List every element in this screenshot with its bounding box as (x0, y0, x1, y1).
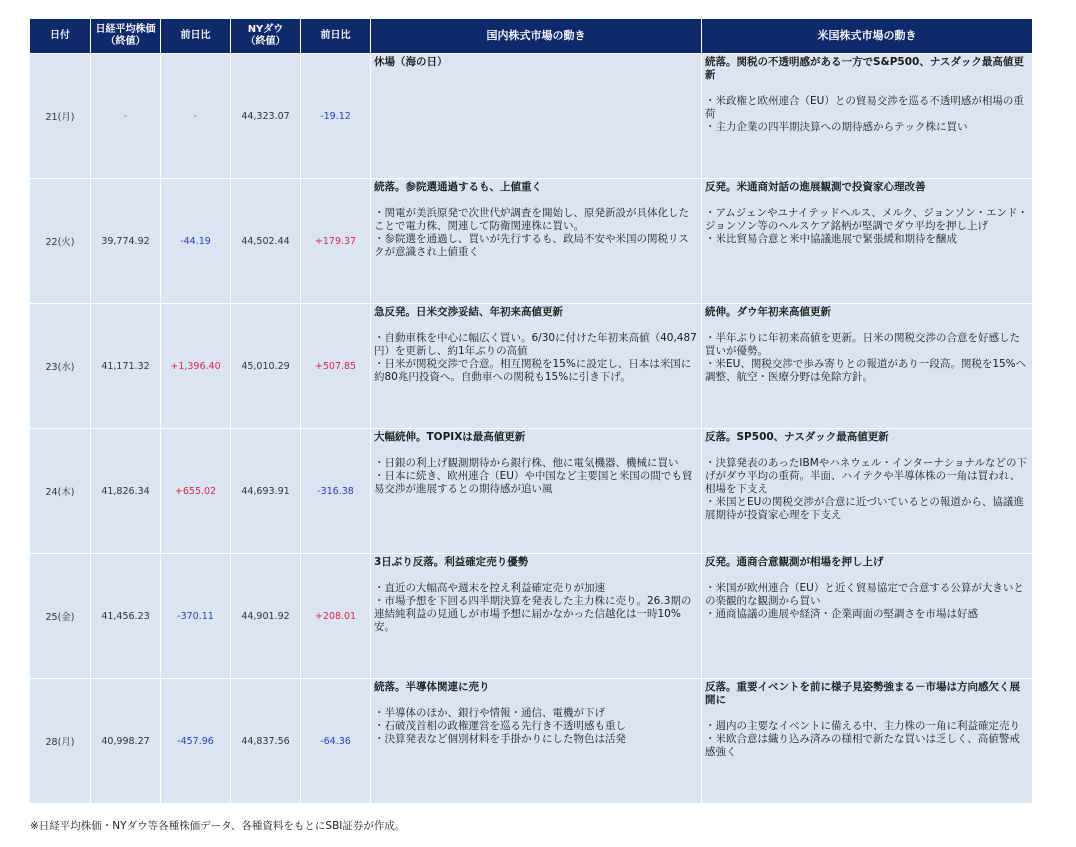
col-dow: NYダウ （終値） (231, 19, 301, 54)
headline: 反発。米通商対話の進展観測で投資家心理改善 (705, 181, 926, 193)
headline: 反落。重要イベントを前に様子見姿勢強まる－市場は方向感欠く展開に (705, 681, 1020, 706)
dow-change-cell: -64.36 (301, 679, 371, 804)
domestic-market-cell (371, 54, 702, 179)
bullet-item: ・週内の主要なイベントに備える中、主力株の一角に利益確定売り (705, 720, 1020, 732)
bullet-item: ・米政権と欧州連合（EU）との貿易交渉を巡る不透明感が相場の重荷 (705, 95, 1024, 120)
nikkei-change-cell: +1,396.40 (161, 304, 231, 429)
bullet-item: ・日本に続き、欧州連合（EU）や中国など主要国と米国の間でも貿易交渉が進展するとの期待感が追い風 (374, 470, 693, 495)
nikkei-close-cell: - (91, 54, 161, 179)
bullet-item: ・通商協議の進展や経済・企業両面の堅調さを市場は好感 (705, 608, 978, 620)
bullet-item: ・直近の大幅高や週末を控え利益確定売りが加速 (374, 582, 605, 594)
nikkei-close-cell: 41,826.34 (91, 429, 161, 554)
date-cell: 23(水) (30, 304, 91, 429)
nikkei-change-cell: - (161, 54, 231, 179)
date-cell: 22(火) (30, 179, 91, 304)
domestic-market-cell (371, 179, 702, 304)
us-market-cell (702, 304, 1033, 429)
bullet-item: ・半導体のほか、銀行や情報・通信、電機が下げ (374, 707, 605, 719)
dow-close-cell: 44,837.56 (231, 679, 301, 804)
headline: 反発。通商合意観測が相場を押し上げ (705, 556, 884, 568)
bullet-item: ・アムジェンやユナイテッドヘルス、メルク、ジョンソン・エンド・ジョンソン等のヘルスケア銘柄が堅調でダウ平均を押し上げ (705, 207, 1028, 232)
us-market-cell (702, 554, 1033, 679)
us-market-cell (702, 179, 1033, 304)
bullet-item: ・半年ぶりに年初来高値を更新。日米の関税交渉の合意を好感した買いが優勢。 (705, 332, 1020, 357)
bullet-item: ・自動車株を中心に幅広く買い。6/30に付けた年初来高値（40,487円）を更新し、約1年ぶりの高値 (374, 332, 697, 357)
dow-close-cell: 44,901.92 (231, 554, 301, 679)
date-cell: 24(木) (30, 429, 91, 554)
headline: 続落。半導体関連に売り (374, 681, 490, 693)
us-market-cell (702, 429, 1033, 554)
nikkei-close-cell: 41,171.32 (91, 304, 161, 429)
col-nikkei-change: 前日比 (161, 19, 231, 54)
bullet-item: ・石破茂首相の政権運営を巡る先行き不透明感も重し (374, 720, 626, 732)
bullet-item: ・米比貿易合意と米中協議進展で緊張緩和期待を醸成 (705, 233, 957, 245)
headline: 大幅続伸。TOPIXは最高値更新 (374, 431, 526, 443)
date-cell: 25(金) (30, 554, 91, 679)
dow-change-cell: +179.37 (301, 179, 371, 304)
col-nikkei: 日経平均株価 （終値） (91, 19, 161, 54)
us-market-cell (702, 679, 1033, 804)
date-cell: 21(月) (30, 54, 91, 179)
bullet-item: ・日銀の利上げ観測期待から銀行株、他に電気機器、機械に買い (374, 457, 679, 469)
headline: 続伸。ダウ年初来高値更新 (705, 306, 831, 318)
headline: 3日ぶり反落。利益確定売り優勢 (374, 556, 529, 568)
bullet-item: ・関電が美浜原発で次世代炉調査を開始し、原発新設が具体化したことで電力株、関連して防衛関連株に買い。 (374, 207, 689, 232)
headline: 続落。関税の不透明感がある一方でS&P500、ナスダック最高値更新 (705, 56, 1024, 81)
dow-change-cell: -316.38 (301, 429, 371, 554)
dow-close-cell: 44,502.44 (231, 179, 301, 304)
header-row (30, 19, 1033, 54)
table-body (30, 54, 1033, 804)
nikkei-change-cell: -457.96 (161, 679, 231, 804)
bullet-item: ・参院選を通過し、買いが先行するも、政局不安や米国の関税リスクが意識され上値重く (374, 233, 689, 258)
headline: 続落。参院選通過するも、上値重く (374, 181, 542, 193)
bullet-item: ・米欧合意は織り込み済みの様相で新たな買いは乏しく、高値警戒感強く (705, 733, 1020, 758)
table-row (30, 554, 1033, 679)
table-row (30, 304, 1033, 429)
table-row (30, 179, 1033, 304)
nikkei-close-cell: 40,998.27 (91, 679, 161, 804)
footnote: ※日経平均株価・NYダウ等各種株価データ、各種資料をもとにSBI証券が作成。 (30, 820, 406, 832)
date-cell: 28(月) (30, 679, 91, 804)
table-row (30, 679, 1033, 804)
nikkei-change-cell: +655.02 (161, 429, 231, 554)
dow-close-cell: 44,323.07 (231, 54, 301, 179)
bullet-item: ・米国とEUの関税交渉が合意に近づいているとの報道から、協議進展期待が投資家心理を下支え (705, 496, 1024, 521)
headline: 急反発。日米交渉妥結、年初来高値更新 (374, 306, 563, 318)
dow-change-cell: +208.01 (301, 554, 371, 679)
nikkei-change-cell: -370.11 (161, 554, 231, 679)
col-domestic-market: 国内株式市場の動き (371, 19, 702, 54)
table-row (30, 429, 1033, 554)
nikkei-close-cell: 39,774.92 (91, 179, 161, 304)
dow-change-cell: +507.85 (301, 304, 371, 429)
col-dow-change: 前日比 (301, 19, 371, 54)
bullet-item: ・主力企業の四半期決算への期待感からテック株に買い (705, 121, 968, 133)
domestic-market-cell (371, 554, 702, 679)
nikkei-close-cell: 41,456.23 (91, 554, 161, 679)
headline: 反落。SP500、ナスダック最高値更新 (705, 431, 889, 443)
dow-close-cell: 45,010.29 (231, 304, 301, 429)
col-date: 日付 (30, 19, 91, 54)
col-us-market: 米国株式市場の動き (702, 19, 1033, 54)
dow-change-cell: -19.12 (301, 54, 371, 179)
nikkei-change-cell: -44.19 (161, 179, 231, 304)
bullet-item: ・米国が欧州連合（EU）と近く貿易協定で合意する公算が大きいとの楽観的な観測から買い (705, 582, 1024, 607)
domestic-market-cell (371, 304, 702, 429)
bullet-item: ・市場予想を下回る四半期決算を発表した主力株に売り。26.3期の連結純利益の見通しが市場予想に届かなかった信越化は一時10%安。 (374, 595, 692, 633)
bullet-item: ・米EU、関税交渉で歩み寄りとの報道があり一段高。関税を15%へ調整、航空・医療分野は免除方針。 (705, 358, 1027, 383)
headline: 休場（海の日） (374, 56, 448, 68)
bullet-item: ・日米が関税交渉で合意。相互関税を15%に設定し、日本は米国に約80兆円投資へ。自動車への関税も15%に引き下げ。 (374, 358, 692, 383)
bullet-item: ・決算発表など個別材料を手掛かりにした物色は活発 (374, 733, 626, 745)
table-row (30, 54, 1033, 179)
domestic-market-cell (371, 679, 702, 804)
bullet-item: ・決算発表のあったIBMやハネウェル・インターナショナルなどの下げがダウ平均の重荷。半面、ハイテクや半導体株の一角は買われ、相場を下支え (705, 457, 1027, 495)
dow-close-cell: 44,693.91 (231, 429, 301, 554)
domestic-market-cell (371, 429, 702, 554)
market-table (29, 18, 1033, 804)
us-market-cell (702, 54, 1033, 179)
